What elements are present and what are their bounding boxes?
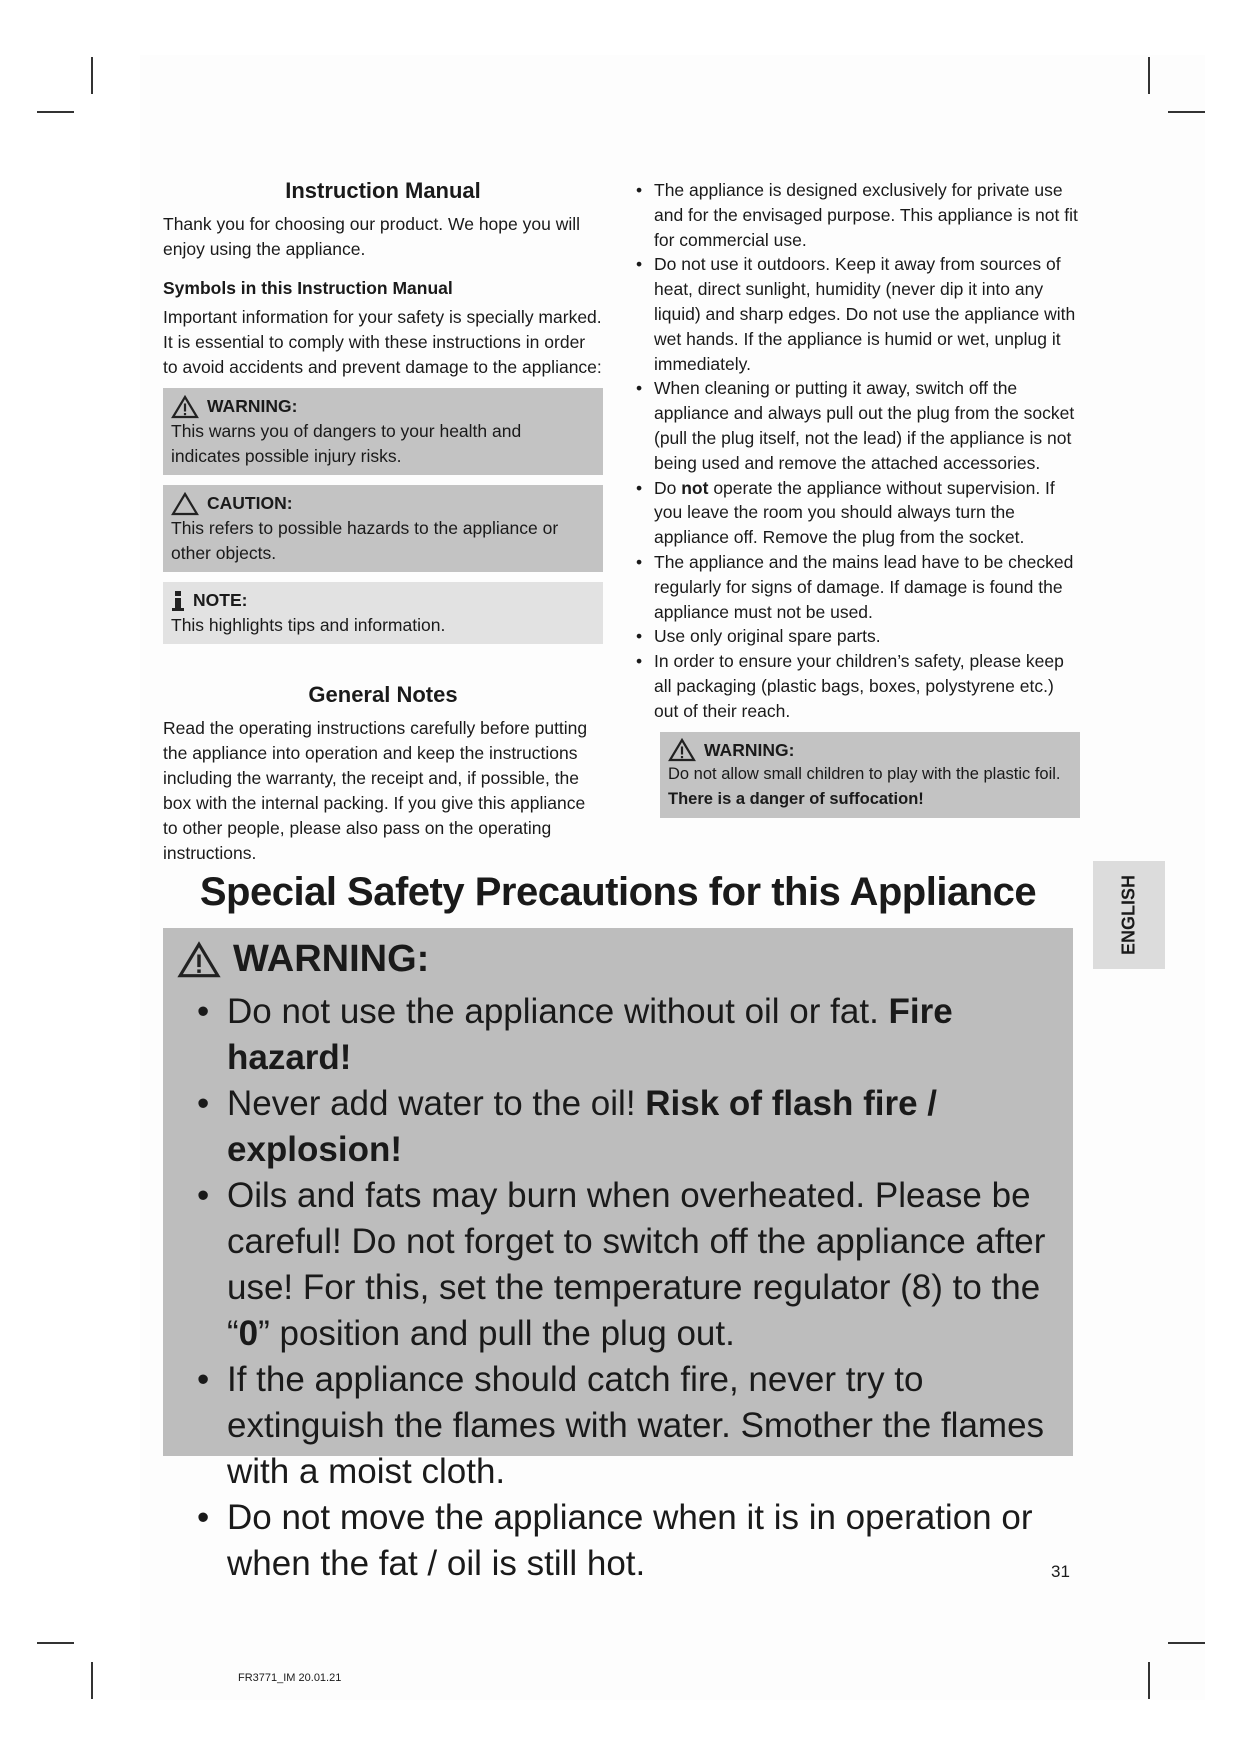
- intro-text: Thank you for choosing our product. We hope you will enjoy using the appliance.: [163, 214, 580, 259]
- caution-text: This refers to possible hazards to the appliance or other objects.: [171, 518, 559, 563]
- list-item: • Do not operate the appliance without supervision. If you leave the room you should always turn the appliance off. Remove the plug from the socket.: [636, 476, 1080, 550]
- crop-mark: [91, 57, 93, 94]
- language-tab-label: ENGLISH: [1118, 874, 1139, 956]
- crop-mark: [1148, 1662, 1150, 1699]
- page-number: 31: [1051, 1562, 1070, 1581]
- safety-list: [636, 178, 1080, 724]
- caution-triangle-icon: [171, 492, 199, 516]
- list-item: • The appliance is designed exclusively for private use and for the envisaged purpose. This appliance is not fit for commercial use.: [636, 178, 1080, 252]
- warning-triangle-icon: [177, 941, 221, 979]
- warning-header: [668, 738, 1072, 763]
- list-item: • Use only original spare parts.: [636, 624, 1080, 649]
- crop-mark: [1168, 111, 1205, 113]
- list-item: • The appliance and the mains lead have to be checked regularly for signs of damage. If damage is found the appliance must not be used.: [636, 550, 1080, 624]
- warning-header: [171, 394, 595, 419]
- note-header: [171, 588, 595, 613]
- warning-triangle-icon: [668, 738, 696, 762]
- note-text: This highlights tips and information.: [171, 615, 446, 635]
- list-item: • Do not use the appliance without oil or fat. Fire hazard!: [201, 989, 1053, 1081]
- special-warning-header: [177, 938, 1073, 981]
- list-item: • Oils and fats may burn when overheated. Please be careful! Do not forget to switch off the appliance after use! For this, set the temperature regulator (8) to the “0” position and pull the plug out.: [201, 1173, 1053, 1357]
- symbols-text-2: It is essential to comply with these instructions in order to avoid accidents and prevent damage to the appliance:: [163, 332, 602, 377]
- list-item: • If the appliance should catch fire, never try to extinguish the flames with water. Smother the flames with a moist cloth.: [201, 1357, 1053, 1495]
- symbols-text-1: Important information for your safety is specially marked.: [163, 307, 602, 327]
- suffocation-warning-box: [660, 732, 1080, 818]
- warning-box: [163, 388, 603, 475]
- list-item: • In order to ensure your children’s safety, please keep all packaging (plastic bags, boxes, polystyrene etc.) out of their reach.: [636, 649, 1080, 723]
- language-tab: [1093, 861, 1165, 969]
- caution-label: CAUTION:: [207, 493, 293, 513]
- special-warning-label: WARNING:: [233, 938, 430, 980]
- warning-text: Do not allow small children to play with the plastic foil.: [668, 765, 1061, 784]
- warning-text: This warns you of dangers to your health and indicates possible injury risks.: [171, 421, 522, 466]
- symbols-heading: Symbols in this Instruction Manual: [163, 278, 453, 298]
- footer-code: FR3771_IM 20.01.21: [238, 1672, 342, 1684]
- warning-emphasis: There is a danger of suffocation!: [668, 790, 924, 809]
- list-item: • When cleaning or putting it away, switch off the appliance and always pull out the plug from the socket (pull the plug itself, not the lead) if the appliance is not being used and remove the attached accessories.: [636, 376, 1080, 475]
- warning-label: WARNING:: [704, 739, 795, 760]
- special-warning-list: [163, 989, 1073, 1587]
- crop-mark: [1148, 57, 1150, 94]
- general-notes-text: Read the operating instructions carefully before putting the appliance into operation and keep the instructions including the warranty, the receipt and, if possible, the box with the internal packing. If you give this appliance to other people, please also pass on the operating instructions.: [163, 718, 588, 863]
- list-item: • Do not move the appliance when it is in operation or when the fat / oil is still hot.: [201, 1495, 1053, 1587]
- crop-mark: [37, 111, 74, 113]
- crop-mark: [91, 1662, 93, 1699]
- list-item: • Do not use it outdoors. Keep it away from sources of heat, direct sunlight, humidity (never dip it into any liquid) and sharp edges. Do not use the appliance with wet hands. If the appliance is humid or wet, unplug it immediately.: [636, 252, 1080, 376]
- special-safety-title: Special Safety Precautions for this Appliance: [199, 870, 1037, 914]
- warning-triangle-icon: [171, 395, 199, 419]
- general-notes-title: General Notes: [308, 682, 458, 707]
- caution-header: [171, 491, 595, 516]
- note-box: [163, 582, 603, 644]
- instruction-manual-title: Instruction Manual: [285, 178, 481, 203]
- crop-mark: [37, 1642, 74, 1644]
- right-column: [636, 178, 1080, 818]
- note-label: NOTE:: [193, 590, 248, 610]
- list-item: • Never add water to the oil! Risk of flash fire / explosion!: [201, 1081, 1053, 1173]
- caution-box: [163, 485, 603, 572]
- crop-mark: [1168, 1642, 1205, 1644]
- info-icon: [171, 590, 185, 612]
- warning-label: WARNING:: [207, 396, 298, 416]
- left-column: [163, 176, 603, 866]
